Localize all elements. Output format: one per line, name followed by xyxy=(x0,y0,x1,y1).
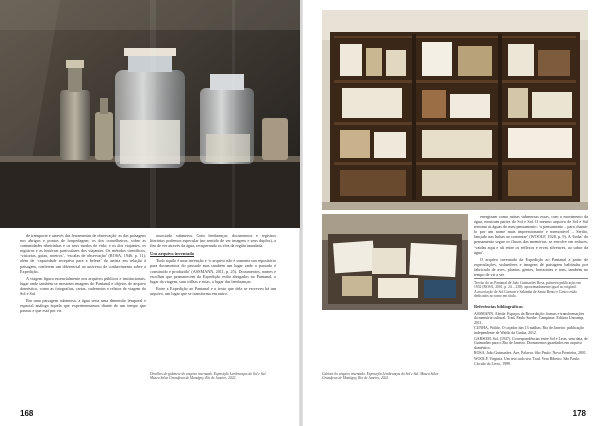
bookshelf-image xyxy=(322,10,588,210)
left-column-1 xyxy=(20,233,146,315)
reference-item: ASSMANN, Aleida. Espaços da Recordação: formas e transformações da memória cultural. Trad. Paulo Soethe. Campinas: Editora Unicamp, 2011. xyxy=(474,311,585,325)
reference-item: WOOLF, Virginia. Um teto todo seu. Trad. Vera Ribeiro. São Paulo: Círculo do Livro, 1989. xyxy=(474,356,581,366)
paragraph: Entre a Expedição ao Pantanal e o texto que dela se escreveu há um arquivo, um lugar que se transforma em outro. xyxy=(150,285,276,296)
reference-item: GARSOM, Sol. (1947). Correspondências entre Sol e Leon, sem data, de Guimarães para o Rio de Janeiro. Documentos guardados em arquivo doméstico. xyxy=(474,336,588,350)
paragraph: Em uma paisagem submersa, a água seria uma dimensão temporal e espacial análoga àquela que experimentamos diante de um tempo que passou e que está por vir. xyxy=(20,298,146,314)
paragraph: energizam como ruínas submersas essas, com o movimento da água, mostram partes do Sol e Sal. O mesmo arquivo de Sol e Sal termina as águas do meu pensamento: ‘o pensamento – para chamá-lo por um nome mais impressionante e memorável – Sertão, lançado nas linhas ao comentar’ (WOOLF, 1928, p. 9). A ‘linha’ do pensamento segue os fluxos das memórias, se envolve em enlaces, ‘vaidas aqui e ali entre os reflexos e ervas silvestres, ao sabor da água’. xyxy=(474,214,588,255)
paragraph: associado submersa. Com lembranças, documentos e registros literários podemos especular (no sentido de ver imagens e seus duplos), a fim de ver através da água, recuperando os elos da região inundada. xyxy=(150,233,276,249)
photo-caption: Detalhes do gabinete do arquivo inventado. Exposição Lembranças do Sol e Sal. Museu Solar Grandjean de Montigny, Rio de Janeiro, 2022. xyxy=(150,372,267,381)
page-number: 178 xyxy=(572,409,586,418)
right-column-1 xyxy=(474,214,588,279)
footnote: A associação de Sol Garsom e Salamba de Santa Bento e Castro estão dedicados no tomo em título. xyxy=(474,289,578,299)
papers-on-desk-image xyxy=(322,214,468,310)
footnote: Trecho do ao Pantanal de João Guimarães Rosa, primeira publicação em 1952 (ROSA, 2001, p. 24 – 238); aproximadamente igual ao original. xyxy=(474,281,581,290)
footnotes xyxy=(474,278,588,299)
vitrine-photo xyxy=(0,0,300,228)
right-page xyxy=(302,0,600,426)
paragraph: de transporte e através das ferramentas de observação: as das paisagens nos abrigos e pontos de hospedagem; os dos conselheiros, sobre as comunidades ribeirinhas e os seus modos de vida; e os dos viajantes, os registros e as histórias particulares dos viajantes. Os métodos científicos, ‘vistorias, guias, roteiros’, ‘escalas de observação’ (ROSA, 1946, p. 11), além de ‘capacidade receptiva para a beleza’ do artista em relação à paisagem, conferem um diferencial ao universo de conhecimento sobre a Expedição. xyxy=(20,233,146,274)
desk-detail-photo xyxy=(322,214,468,310)
page-number: 168 xyxy=(20,409,34,418)
left-column-2 xyxy=(150,233,276,298)
photo-caption: Cabinet do arquivo inventado. Exposição Lembranças do Sol e Sal. Museu Solar Grandjean de Montigny, Rio de Janeiro, 2022. xyxy=(322,372,439,381)
paragraph: A viagem figura essencialmente nos arquivos públicos e institucionais, lugar onde também se mostram imagens do Pantanal e objetos de arquivo doméstico, como as fotografias, cartas, cadernetas e relatos de viagem do Sol e Sal. xyxy=(20,275,146,297)
reference-item: ROSA, João Guimarães. Ave, Palavra. São Paulo: Nova Fronteira, 2001. xyxy=(474,351,587,356)
reference-item: CUNHA, Waldo. O caçador das 13 malhas. Rio de Janeiro: publicação independente de Waldo da Cunha, 2012. xyxy=(474,326,584,335)
references-heading: Referências bibliográficas xyxy=(474,304,523,309)
paragraph: O arquivo inventado da Expedição ao Pantanal a partir de especulações, vislumbres e imagens de paisagens habitadas por fabricado de aves, plantas, gentes, horizontes e tons, também no tempo de vir a ser. xyxy=(474,256,588,278)
references xyxy=(474,305,588,367)
glass-jars-image xyxy=(0,0,300,228)
paragraph: Tudo aquilo é uma invenção e ‘o arquivo não é somente um repositório para documentos do passado mas também um lugar onde o passado é construído e produzido’ (ASSMANN, 2011, p. 25). Documentos, nomes e escolhas que permanecem da Expedição estão abrigados no Pantanal, o lugar da viagem, suas trilhas e rotas, o lugar das lembranças. xyxy=(150,258,276,284)
archive-cabinet-photo xyxy=(322,10,588,210)
section-heading: Um arquivo inventado xyxy=(150,251,195,257)
